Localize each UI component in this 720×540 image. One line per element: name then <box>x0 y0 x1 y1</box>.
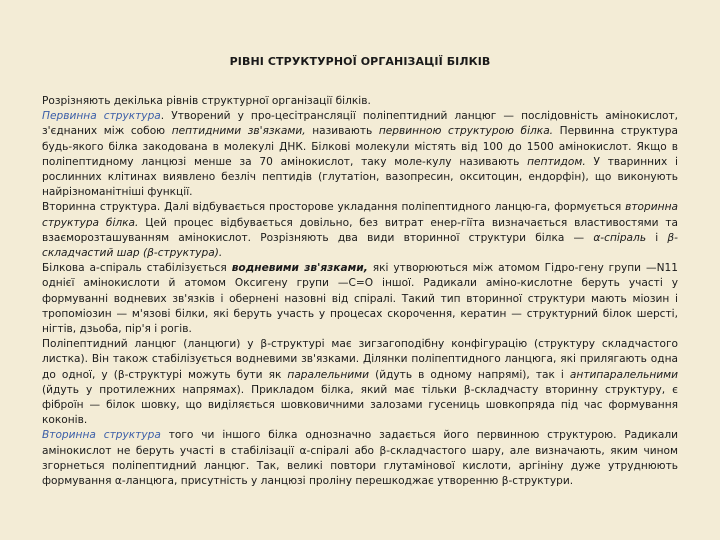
term-secondary-structure: Вторинна структура <box>42 429 161 442</box>
text: . Утворений у про-цесітрансляції поліпептидний ланцюг — послідовність амінокислот, з'єднаних між собою <box>42 110 678 138</box>
text: Вторинна структура. Далі відбувається просторове укладання поліпептидного ланцю-га, формується <box>42 201 626 214</box>
page-title: РІВНІ СТРУКТУРНОЇ ОРГАНІЗАЦІЇ БІЛКІВ <box>229 55 491 68</box>
italic-text: антипаралельними <box>569 368 679 381</box>
text: які утворюються між атомом Гідро-гену групи —N11 однієї амінокислоти й атомом Оксигену групи —С=О іншої. Радикали аміно-кислотне беруть участі у формуванні водневих зв'язків і обернені назовні від спіралі. Такий тип вторинної структури мають міозин і тропоміозин — м'язові білки, які беруть участь у процесах скорочення, кератин — структурний білок шерсті, нігтів, дзьоба, пір'я і рогів. <box>42 262 679 336</box>
primary-structure-paragraph <box>42 109 678 200</box>
italic-text: пептидними зв'язками, <box>171 125 306 138</box>
text: (йдуть в одному напрямі), так і <box>369 368 570 381</box>
term-primary-structure: Первинна структура <box>42 110 161 123</box>
text: Цей процес відбувається довільно, без витрат енер-гіїта визначається властивостями та взаєморозташуванням амінокислот. Розрізняють два види вторинної структури білка — <box>42 216 678 244</box>
italic-text: пептидом. <box>527 155 586 168</box>
bold-italic-text: водневими зв'язками, <box>231 262 368 275</box>
italic-text: паралельними <box>287 368 370 381</box>
secondary-determination-paragraph <box>42 428 678 489</box>
italic-text: первинною структурою білка. <box>378 125 554 138</box>
italic-text: вторинна структура білка. <box>42 201 678 229</box>
intro-paragraph <box>42 94 678 109</box>
text: (йдуть у протилежних напрямах). Прикладом білка, який має тільки β-складчасту вторинну структуру, є фіброїн — білок шовку, що виділяється шовковичними залозами гусениць шовкопряда під час формування коконів. <box>42 383 678 427</box>
document-body <box>42 94 678 489</box>
italic-text: β-складчастий шар (β-структура). <box>42 231 678 260</box>
beta-structure-paragraph <box>42 337 678 428</box>
text: і <box>646 231 668 244</box>
text: називають <box>305 125 379 138</box>
italic-text: α-спіраль <box>593 231 647 244</box>
secondary-structure-paragraph <box>42 200 678 261</box>
text: У тваринних і рослинних клітинах виявлено безліч пептидів (глутатіон, вазопресин, окситоцин, ендорфін), що виконують найрізноманітніші функції. <box>42 155 678 199</box>
intro-text: Розрізняють декілька рівнів структурної організації білків. <box>42 95 371 107</box>
text: того чи іншого білка однозначно задається його первинною структурою. Радикали амінокислот не беруть участі в стабілізації α-спіралі або β-складчастого шару, але визначають, яким чином згорнеться поліпептидний ланцюг. Так, великі повтори глутамінової кислоти, аргініну дуже утруднюють формування α-ланцюга, присутність у ланцюзі проліну перешкоджає утворенню β-структури. <box>42 429 678 488</box>
text: Первинна структура будь-якого білка закодована в молекулі ДНК. Білкові молекули містять від 100 до 1500 амінокислот. Якщо в поліпептидному ланцюзі менше за 70 амінокислот, таку моле-кулу називають <box>42 125 678 168</box>
alpha-helix-paragraph <box>42 261 678 337</box>
text: Поліпептидний ланцюг (ланцюги) у β-структурі має зигзагоподібну конфігурацію (структуру складчастого листка). Він також стабілізується водневими зв'язками. Ділянки поліпептидного ланцюга, які прилягають одна до одної, у (β-структурі можуть бути як <box>42 338 678 381</box>
text: Білкова а-спіраль стабілізується <box>42 262 232 275</box>
